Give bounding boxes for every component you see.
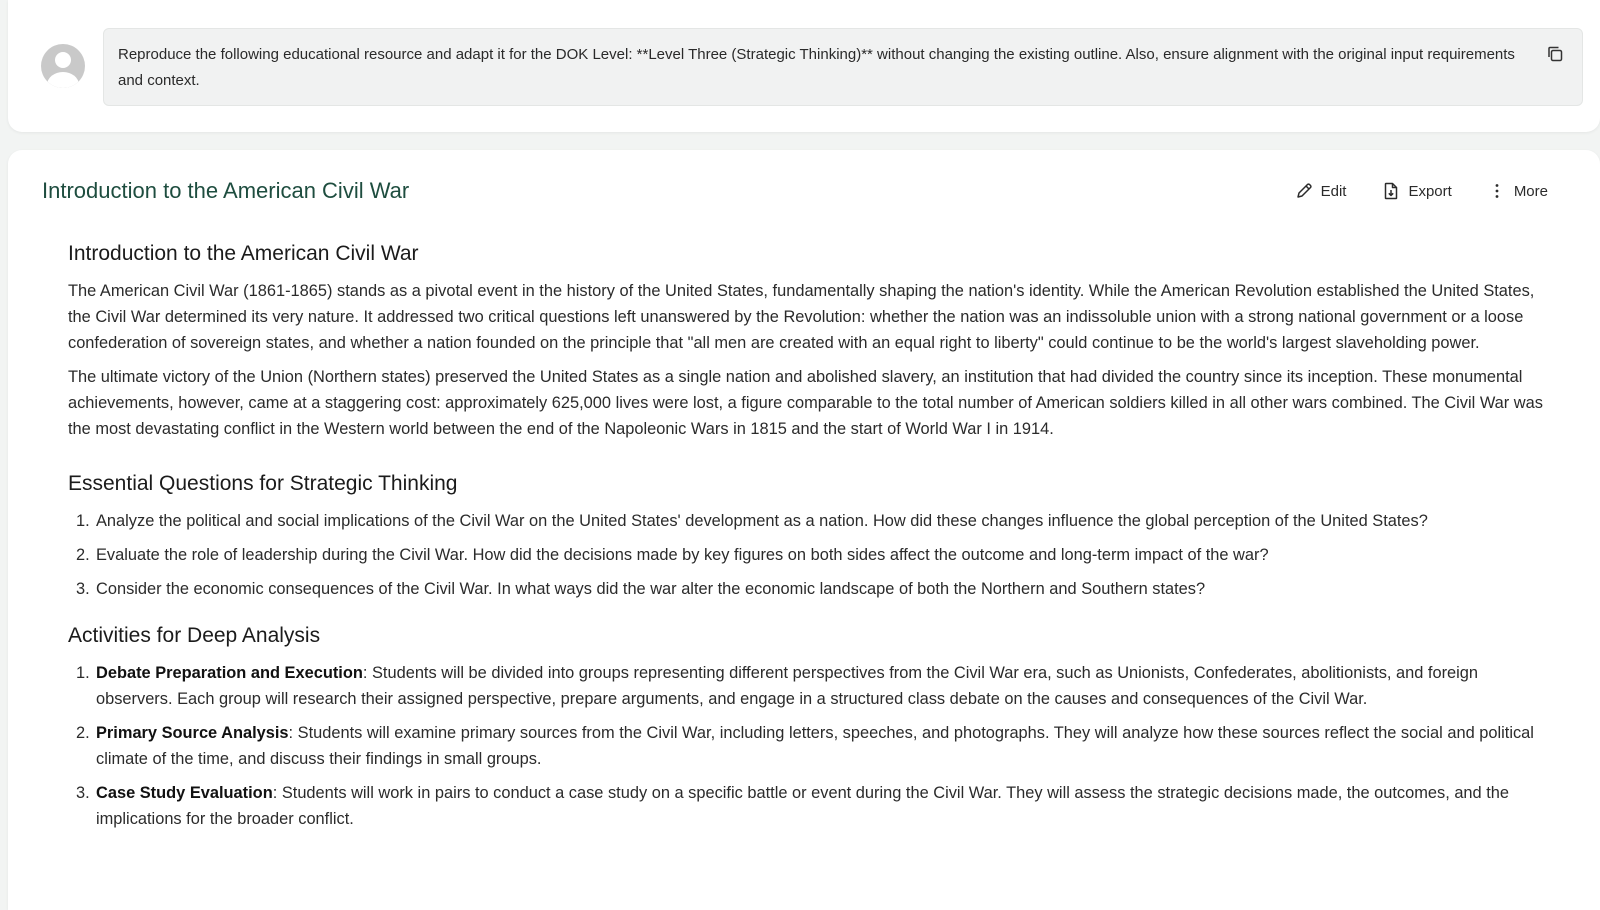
list-number: 3. [76, 580, 90, 598]
list-number: 2. [76, 724, 90, 742]
response-title: Introduction to the American Civil War [42, 178, 410, 203]
list-item [76, 542, 1548, 568]
activities-list [68, 660, 1548, 832]
intro-paragraph-1: The American Civil War (1861-1865) stands as a pivotal event in the history of the United States, fundamentally shaping the nation's identity. While the American Revolution established the United States, the Civil War determined its very nature. It addressed two critical questions left unanswered by the Revolution: whether the nation was an indissoluble union with a strong national government or a loose confederation of sovereign states, and whether a nation founded on the principle that "all men are created with an equal right to liberty" could continue to be the world's largest slaveholding power. [68, 282, 1535, 352]
question-text: Analyze the political and social implications of the Civil War on the United States' development as a nation. How did these changes influence the global perception of the United States? [96, 512, 1428, 530]
list-item [76, 576, 1548, 602]
vertical-dots-icon [1488, 182, 1506, 200]
activity-description: : Students will be divided into groups representing different perspectives from the Civil War era, such as Unionists, Confederates, abolitionists, and foreign observers. Each group will research their assigned perspective, prepare arguments, and engage in a structured class debate on the causes and consequences of the Civil War. [96, 664, 1479, 708]
section-heading-questions: Essential Questions for Strategic Thinking [68, 472, 458, 495]
user-avatar-icon [41, 44, 85, 88]
activity-text [96, 720, 1548, 772]
activity-text [96, 660, 1548, 712]
list-number: 2. [76, 546, 90, 564]
section-heading-introduction: Introduction to the American Civil War [68, 242, 419, 265]
activity-title: Primary Source Analysis [96, 724, 289, 742]
response-actions [1295, 182, 1548, 200]
more-label: More [1513, 182, 1548, 200]
list-number: 1. [76, 512, 90, 530]
questions-list [68, 508, 1548, 602]
list-item [76, 780, 1548, 832]
list-item [76, 660, 1548, 712]
file-export-icon [1382, 182, 1400, 200]
copy-icon[interactable] [1546, 45, 1564, 63]
activity-text [96, 780, 1548, 832]
activity-title: Debate Preparation and Execution [96, 664, 363, 682]
export-label: Export [1408, 182, 1452, 200]
activity-title: Case Study Evaluation [96, 784, 273, 802]
question-text: Evaluate the role of leadership during the Civil War. How did the decisions made by key figures on both sides affect the outcome and long-term impact of the war? [96, 546, 1269, 564]
intro-paragraph-2: The ultimate victory of the Union (Northern states) preserved the United States as a single nation and abolished slavery, an institution that had divided the country since its inception. These monumental achievements, however, came at a staggering cost: approximately 625,000 lives were lost, a figure comparable to the total number of American soldiers killed in all other wars combined. The Civil War was the most devastating conflict in the Western world between the end of the Napoleonic Wars in 1815 and the start of World War I in 1914. [68, 368, 1543, 438]
export-button[interactable] [1382, 182, 1451, 200]
response-content [68, 242, 1548, 840]
question-text: Consider the economic consequences of the Civil War. In what ways did the war alter the economic landscape of both the Northern and Southern states? [96, 580, 1206, 598]
more-button[interactable] [1488, 182, 1548, 200]
section-heading-activities: Activities for Deep Analysis [68, 624, 321, 647]
edit-button[interactable] [1295, 182, 1347, 200]
prompt-message: Reproduce the following educational resource and adapt it for the DOK Level: **Level Three (Strategic Thinking)** without changing the existing outline. Also, ensure alignment with the original input requirements and context. [103, 28, 1583, 106]
list-number: 3. [76, 784, 90, 802]
prompt-card [8, 0, 1600, 132]
list-item [76, 508, 1548, 534]
activity-description: : Students will work in pairs to conduct a case study on a specific battle or event during the Civil War. They will assess the strategic decisions made, the outcomes, and the implications for the broader conflict. [96, 784, 1510, 828]
list-item [76, 720, 1548, 772]
edit-label: Edit [1320, 182, 1347, 200]
list-number: 1. [76, 664, 90, 682]
pencil-icon [1295, 182, 1313, 200]
activity-description: : Students will examine primary sources from the Civil War, including letters, speeches, and photographs. They will analyze how these sources reflect the social and political climate of the time, and discuss their findings in small groups. [96, 724, 1534, 768]
response-card [8, 150, 1600, 910]
